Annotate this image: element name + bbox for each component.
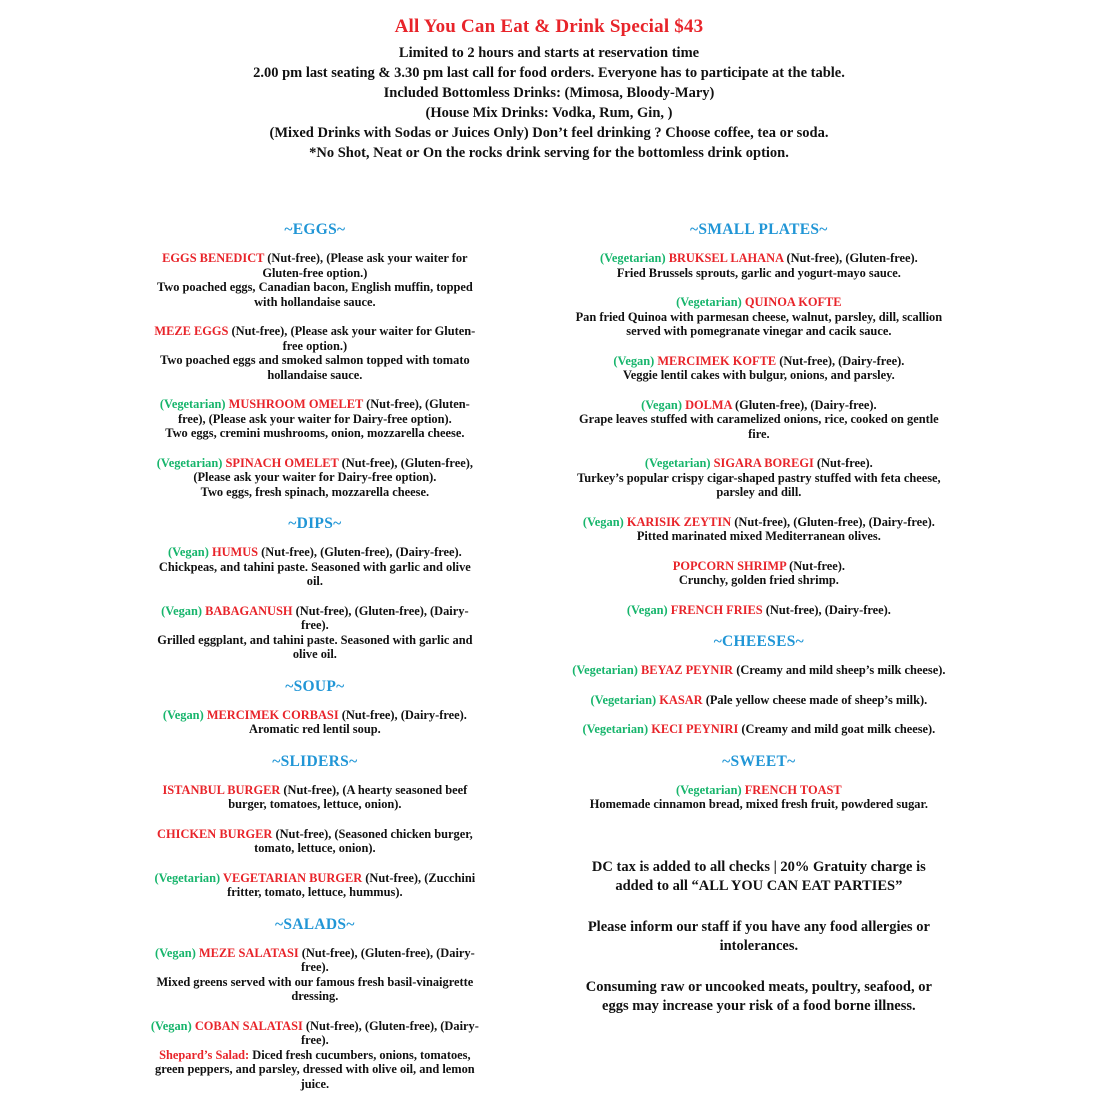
- menu-item-name: FRENCH FRIES: [670, 602, 763, 617]
- menu-item: [150, 397, 480, 441]
- menu-item-name: BABAGANUSH: [205, 603, 293, 618]
- menu-item-qualifiers: (Nut-free), (Dairy-free).: [762, 602, 891, 617]
- menu-section-eggs: [150, 221, 480, 499]
- menu-item: [570, 251, 948, 280]
- section-title: ~SMALL PLATES~: [690, 221, 828, 238]
- menu-section-soup: [150, 678, 480, 737]
- diet-tag: (Vegetarian): [154, 870, 223, 885]
- menu-item-description: Grilled eggplant, and tahini paste. Seasoned with garlic and olive oil.: [157, 632, 473, 661]
- menu-item-name: MEZE SALATASI: [198, 945, 299, 960]
- menu-item: [570, 295, 948, 339]
- section-title: ~EGGS~: [284, 221, 346, 238]
- menu-column-right: [490, 221, 948, 1016]
- menu-item-description: Pan fried Quinoa with parmesan cheese, walnut, parsley, dill, scallion served with pomegranate vinegar and cacik sauce.: [575, 309, 943, 338]
- menu-item: [150, 1019, 480, 1092]
- menu-item-description: Two eggs, fresh spinach, mozzarella cheese.: [200, 484, 430, 499]
- footer-note: Please inform our staff if you have any food allergies or intolerances.: [587, 918, 930, 954]
- menu-item: [150, 604, 480, 662]
- menu-item-name: FRENCH TOAST: [744, 782, 842, 797]
- menu-item-qualifiers: (Nut-free).: [813, 456, 873, 470]
- menu-section-sweet: [570, 753, 948, 812]
- menu-columns: [0, 221, 1098, 1105]
- menu-item-qualifiers: (Creamy and mild sheep’s milk cheese).: [733, 663, 946, 677]
- menu-item-name: MUSHROOM OMELET: [228, 397, 363, 411]
- menu-item-subtitle: Shepard’s Salad:: [159, 1047, 250, 1062]
- menu-item-description: Two poached eggs and smoked salmon topped with tomato hollandaise sauce.: [160, 353, 470, 382]
- menu-header: [0, 0, 1098, 163]
- menu-item-qualifiers: (Nut-free), (Seasoned chicken burger, tomato, lettuce, onion).: [254, 826, 473, 855]
- menu-item-qualifiers: (Nut-free), (Gluten-free), (Dairy-free).: [258, 545, 462, 559]
- menu-item: [570, 603, 948, 618]
- menu-item: [570, 663, 948, 678]
- menu-item-name: POPCORN SHRIMP: [672, 558, 786, 573]
- menu-item: [150, 251, 480, 309]
- menu-item-qualifiers: (Nut-free), (Gluten-free), (Dairy-free).: [292, 603, 469, 632]
- menu-item-qualifiers: (Nut-free), (Gluten-free), (Dairy-free).: [301, 1018, 479, 1047]
- menu-item-qualifiers: (Nut-free), (Dairy-free).: [776, 353, 905, 368]
- menu-item-description: Pitted marinated mixed Mediterranean olives.: [636, 529, 881, 543]
- section-title: ~CHEESES~: [713, 633, 805, 650]
- menu-item-name: MEZE EGGS: [154, 324, 229, 338]
- header-line-6: *No Shot, Neat or On the rocks drink serving for the bottomless drink option.: [309, 145, 789, 161]
- menu-item: [570, 693, 948, 708]
- menu-item-qualifiers: (Nut-free), (Gluten-free), (Dairy-free).: [731, 514, 935, 529]
- menu-item-name: SPINACH OMELET: [225, 455, 339, 470]
- footer-notes: [570, 858, 948, 1016]
- diet-tag: (Vegetarian): [676, 295, 745, 309]
- diet-tag: (Vegetarian): [590, 692, 660, 707]
- menu-item-qualifiers: (Nut-free), (Zucchini fritter, tomato, lettuce, hummus).: [227, 870, 476, 899]
- header-line-5: (Mixed Drinks with Sodas or Juices Only) Don’t feel drinking ? Choose coffee, tea or soda.: [269, 125, 829, 141]
- menu-item-qualifiers: (Creamy and mild goat milk cheese).: [738, 722, 936, 736]
- section-title: ~DIPS~: [288, 515, 342, 532]
- menu-item: [150, 708, 480, 737]
- menu-item-qualifiers: (Nut-free).: [786, 558, 845, 573]
- menu-item-name: DOLMA: [685, 397, 732, 412]
- diet-tag: (Vegetarian): [599, 251, 669, 265]
- menu-item-qualifiers: (Nut-free), (Please ask your waiter for Gluten-free option.): [228, 324, 476, 353]
- menu-item-name: KARISIK ZEYTIN: [626, 514, 732, 529]
- menu-item-description: Mixed greens served with our famous fresh basil-vinaigrette dressing.: [156, 974, 474, 1003]
- menu-item-name: HUMUS: [211, 545, 259, 559]
- menu-item-description: Homemade cinnamon bread, mixed fresh fruit, powdered sugar.: [589, 797, 928, 811]
- menu-item: [570, 515, 948, 544]
- menu-section-sliders: [150, 753, 480, 900]
- menu-item-name: BEYAZ PEYNIR: [640, 663, 734, 677]
- menu-item: [150, 456, 480, 500]
- menu-item-description: Chickpeas, and tahini paste. Seasoned with garlic and olive oil.: [158, 559, 471, 588]
- menu-item-description: Grape leaves stuffed with caramelized onions, rice, cooked on gentle fire.: [579, 412, 939, 441]
- diet-tag: (Vegan): [582, 514, 627, 529]
- menu-item-qualifiers: (Nut-free), (Gluten-free), (Please ask your waiter for Dairy-free option).: [193, 455, 473, 484]
- menu-item-qualifiers: (Nut-free), (Gluten-free), (Dairy-free).: [298, 945, 475, 974]
- menu-item: [150, 871, 480, 900]
- menu-item-name: VEGETARIAN BURGER: [223, 870, 363, 885]
- header-line-3: Included Bottomless Drinks: (Mimosa, Bloody-Mary): [383, 85, 715, 101]
- diet-tag: (Vegetarian): [644, 456, 714, 470]
- menu-item: [570, 559, 948, 588]
- menu-section-dips: [150, 515, 480, 662]
- diet-tag: (Vegan): [626, 602, 671, 617]
- menu-item-description: Diced fresh cucumbers, onions, tomatoes, green peppers, and parsley, dressed with olive oil, and lemon juice.: [155, 1047, 475, 1091]
- menu-item-name: SIGARA BOREGI: [713, 456, 814, 470]
- header-line-2: 2.00 pm last seating & 3.30 pm last call for food orders. Everyone has to participate at the table.: [253, 65, 845, 81]
- menu-item-name: BRUKSEL LAHANA: [668, 251, 784, 265]
- diet-tag: (Vegetarian): [582, 722, 652, 736]
- menu-item-description: Crunchy, golden fried shrimp.: [678, 573, 839, 587]
- section-title: ~SOUP~: [285, 677, 345, 695]
- menu-item-qualifiers: (Nut-free), (A hearty seasoned beef burger, tomatoes, lettuce, onion).: [228, 782, 468, 811]
- menu-item: [570, 456, 948, 500]
- diet-tag: (Vegan): [154, 945, 199, 960]
- diet-tag: (Vegan): [641, 397, 686, 412]
- menu-item: [150, 827, 480, 856]
- page-title: All You Can Eat & Drink Special $43: [394, 16, 704, 37]
- menu-item-description: Two eggs, cremini mushrooms, onion, mozzarella cheese.: [165, 426, 465, 440]
- menu-item-name: ISTANBUL BURGER: [162, 782, 281, 797]
- menu-item: [570, 783, 948, 812]
- menu-item: [150, 946, 480, 1004]
- menu-item-name: CHICKEN BURGER: [157, 826, 273, 841]
- menu-column-left: [150, 221, 490, 1105]
- section-title: ~SLIDERS~: [272, 752, 358, 770]
- menu-item: [150, 545, 480, 589]
- menu-item-name: QUINOA KOFTE: [744, 295, 842, 309]
- diet-tag: (Vegan): [162, 707, 207, 722]
- menu-item-description: Fried Brussels sprouts, garlic and yogurt-mayo sauce.: [616, 265, 901, 280]
- menu-item-name: KASAR: [659, 692, 703, 707]
- diet-tag: (Vegan): [161, 603, 206, 618]
- menu-item: [570, 354, 948, 383]
- menu-section-salads: [150, 916, 480, 1092]
- menu-item-qualifiers: (Nut-free), (Gluten-free), (Please ask your waiter for Dairy-free option).: [177, 397, 470, 426]
- menu-item-qualifiers: (Nut-free), (Please ask your waiter for Gluten-free option.): [262, 251, 468, 280]
- menu-item-description: Two poached eggs, Canadian bacon, English muffin, topped with hollandaise sauce.: [156, 280, 473, 309]
- header-line-4: (House Mix Drinks: Vodka, Rum, Gin, ): [425, 105, 673, 121]
- diet-tag: (Vegan): [167, 545, 212, 559]
- diet-tag: (Vegetarian): [572, 663, 641, 677]
- menu-item-name: MERCIMEK CORBASI: [206, 707, 339, 722]
- section-title: ~SALADS~: [275, 915, 355, 933]
- section-title: ~SWEET~: [722, 752, 796, 770]
- menu-item: [150, 324, 480, 382]
- footer-note: Consuming raw or uncooked meats, poultry, seafood, or eggs may increase your risk of a food borne illness.: [585, 978, 932, 1014]
- menu-item: [570, 722, 948, 737]
- header-line-1: Limited to 2 hours and starts at reservation time: [398, 45, 700, 61]
- menu-item: [150, 783, 480, 812]
- menu-item-name: KECI PEYNIRI: [651, 722, 739, 736]
- menu-item-description: Turkey’s popular crispy cigar-shaped pastry stuffed with feta cheese, parsley and dill.: [577, 470, 941, 499]
- menu-section-cheeses: [570, 633, 948, 737]
- menu-item-name: COBAN SALATASI: [194, 1018, 303, 1033]
- menu-item-qualifiers: (Nut-free), (Gluten-free).: [783, 251, 918, 265]
- footer-note: DC tax is added to all checks | 20% Gratuity charge is added to all “ALL YOU CAN EAT PARTIES”: [591, 858, 926, 894]
- diet-tag: (Vegetarian): [159, 397, 229, 411]
- diet-tag: (Vegetarian): [156, 455, 226, 470]
- menu-item-description: Veggie lentil cakes with bulgur, onions, and parsley.: [622, 368, 895, 382]
- diet-tag: (Vegetarian): [676, 782, 745, 797]
- menu-item-name: MERCIMEK KOFTE: [657, 353, 777, 368]
- diet-tag: (Vegan): [613, 353, 658, 368]
- menu-item-qualifiers: (Pale yellow cheese made of sheep’s milk).: [702, 692, 928, 707]
- menu-item-name: EGGS BENEDICT: [162, 251, 265, 265]
- menu-item: [570, 398, 948, 442]
- diet-tag: (Vegan): [150, 1018, 195, 1033]
- menu-item-qualifiers: (Nut-free), (Dairy-free). Aromatic red lentil soup.: [249, 707, 467, 736]
- menu-item-qualifiers: (Gluten-free), (Dairy-free).: [731, 397, 877, 412]
- menu-section-small-plates: [570, 221, 948, 617]
